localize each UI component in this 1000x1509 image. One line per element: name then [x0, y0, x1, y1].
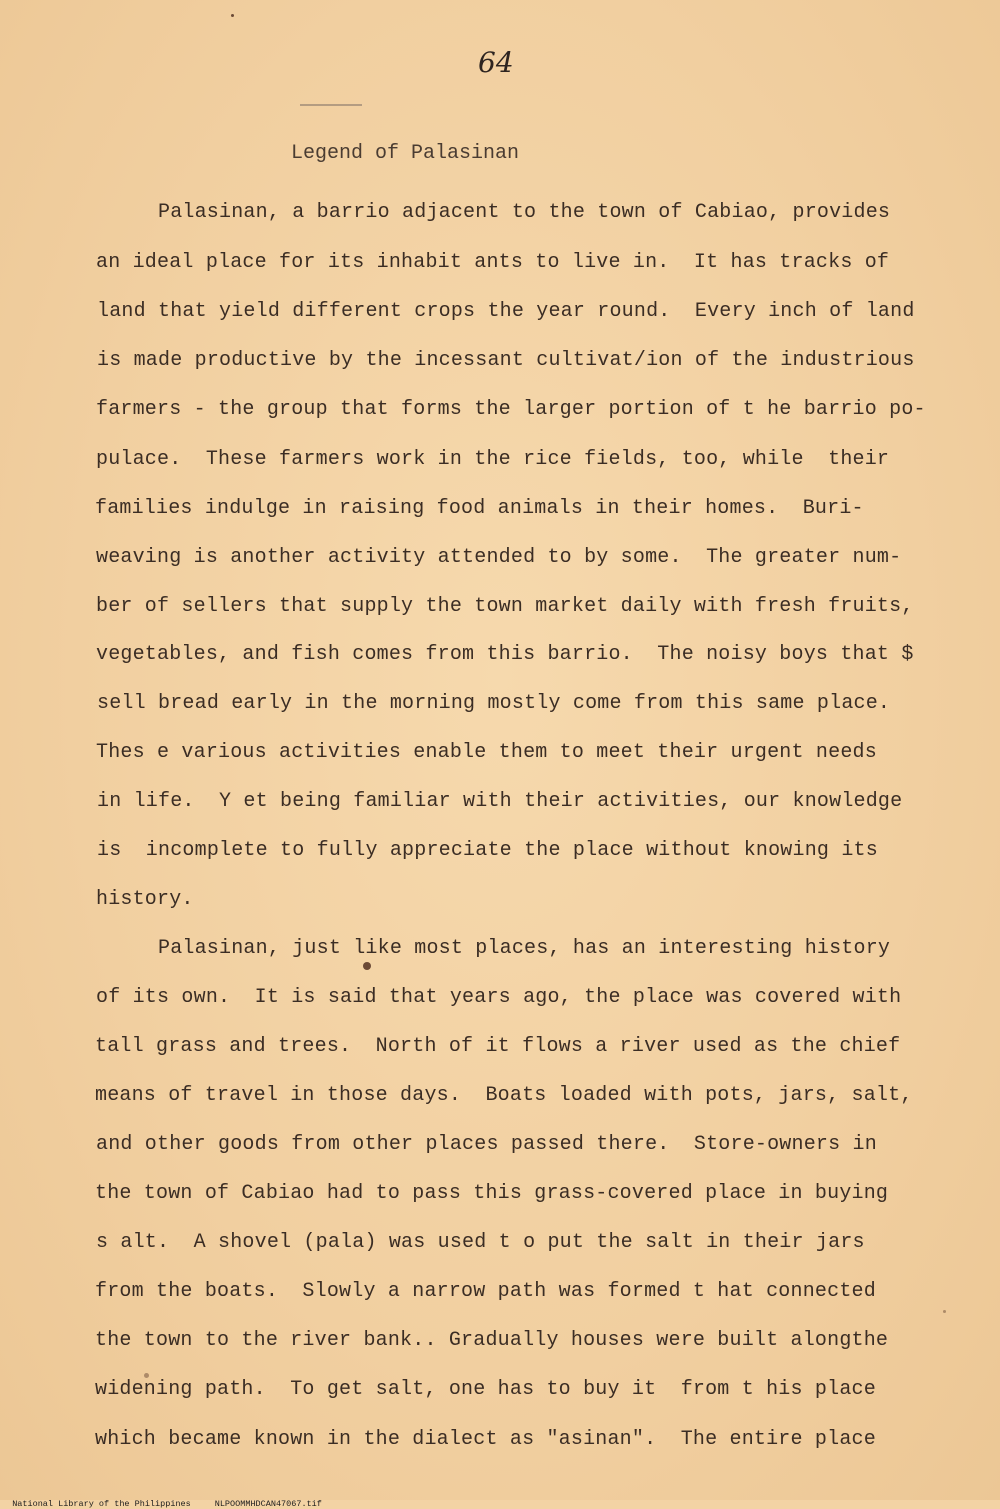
text-line-3: land that yield different crops the year round. Every inch of land — [97, 300, 915, 323]
text-line-22: s alt. A shovel (pala) was used t o put the salt in their jars — [96, 1231, 865, 1254]
text-line-10: vegetables, and fish comes from this barrio. The noisy boys that $ — [96, 643, 914, 666]
paper-speck — [943, 1310, 946, 1313]
pencil-dash-mark — [300, 104, 362, 106]
text-line-6: pulace. These farmers work in the rice fields, too, while their — [96, 448, 890, 471]
text-line-5: farmers - the group that forms the larger portion of t he barrio po- — [96, 398, 926, 421]
text-line-15: history. — [96, 888, 194, 911]
text-line-13: in life. Y et being familiar with their activities, our knowledge — [97, 790, 903, 813]
text-line-23: from the boats. Slowly a narrow path was formed t hat connected — [95, 1280, 876, 1303]
text-line-18: tall grass and trees. North of it flows a river used as the chief — [95, 1035, 901, 1058]
footer-library-name: National Library of the Philippines — [12, 1499, 191, 1509]
text-line-21: the town of Cabiao had to pass this grass-covered place in buying — [95, 1182, 889, 1205]
text-line-25: widening path. To get salt, one has to buy it from t his place — [95, 1378, 876, 1401]
document-title: Legend of Palasinan — [291, 142, 520, 165]
text-line-4: is made productive by the incessant cultivat/ion of the industrious — [97, 349, 915, 372]
text-line-26: which became known in the dialect as "asinan". The entire place — [95, 1428, 876, 1451]
archive-footer — [2, 1489, 322, 1509]
page-number: 64 — [478, 46, 514, 79]
paper-speck — [144, 1373, 149, 1378]
text-line-12: Thes e various activities enable them to meet their urgent needs — [96, 741, 877, 764]
paper-speck — [363, 962, 371, 970]
paper-speck — [231, 14, 234, 17]
text-line-17: of its own. It is said that years ago, the place was covered with — [96, 986, 902, 1009]
text-line-11: sell bread early in the morning mostly come from this same place. — [97, 692, 891, 715]
text-line-14: is incomplete to fully appreciate the place without knowing its — [97, 839, 878, 862]
footer-filename: NLPOOMMHDCAN47067.tif — [214, 1499, 322, 1509]
text-line-2: an ideal place for its inhabit ants to live in. It has tracks of — [96, 251, 890, 274]
text-line-24: the town to the river bank.. Gradually houses were built alongthe — [95, 1329, 889, 1352]
text-line-9: ber of sellers that supply the town market daily with fresh fruits, — [96, 595, 914, 618]
text-line-19: means of travel in those days. Boats loaded with pots, jars, salt, — [95, 1084, 913, 1107]
text-line-7: families indulge in raising food animals in their homes. Buri- — [95, 497, 864, 520]
text-line-8: weaving is another activity attended to by some. The greater num- — [96, 546, 902, 569]
text-line-20: and other goods from other places passed there. Store-owners in — [96, 1133, 877, 1156]
text-line-1: Palasinan, a barrio adjacent to the town of Cabiao, provides — [158, 201, 891, 224]
text-line-16: Palasinan, just like most places, has an interesting history — [158, 937, 891, 960]
